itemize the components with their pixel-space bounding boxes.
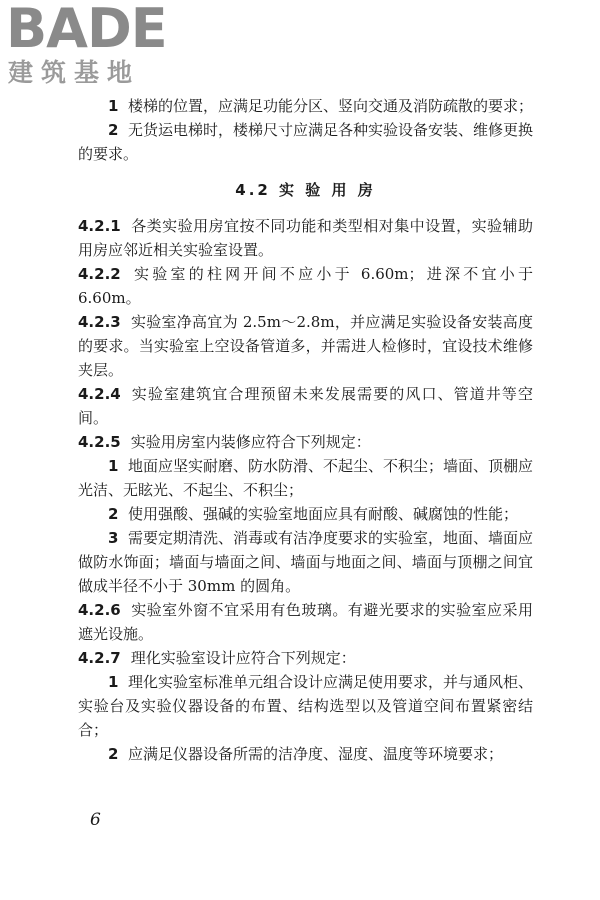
clause-text: 实验室外窗不宜采用有色玻璃。有避光要求的实验室应采用遮光设施。	[78, 601, 533, 643]
item-text: 应满足仪器设备所需的洁净度、湿度、温度等环境要求；	[127, 745, 503, 763]
list-item	[78, 526, 533, 598]
clause-4-2-1	[78, 214, 533, 262]
clause-4-2-3	[78, 310, 533, 382]
item-number: 2	[108, 505, 119, 523]
page-number: 6	[90, 810, 101, 830]
list-item	[78, 742, 533, 766]
clause-number: 4.2.1	[78, 217, 121, 235]
clause-4-2-7	[78, 646, 533, 670]
clause-4-2-5	[78, 430, 533, 454]
document-body	[78, 94, 533, 766]
clause-text: 实验室净高宜为 2.5m～2.8m，并应满足实验设备安装高度的要求。当实验室上空设备管道多，并需进人检修时，宜设技术维修夹层。	[78, 313, 533, 379]
list-item	[78, 94, 533, 118]
clause-text: 各类实验用房宜按不同功能和类型相对集中设置，实验辅助用房应邻近相关实验室设置。	[78, 217, 533, 259]
item-number: 3	[108, 529, 119, 547]
item-number: 1	[108, 457, 119, 475]
clause-4-2-2	[78, 262, 533, 310]
item-number: 2	[108, 121, 119, 139]
item-text: 地面应坚实耐磨、防水防滑、不起尘、不积尘；墙面、顶棚应光洁、无眩光、不起尘、不积尘；	[78, 457, 533, 499]
bade-logo	[6, 2, 174, 98]
clause-number: 4.2.2	[78, 265, 121, 283]
logo-subtitle-text: 建筑基地	[8, 58, 141, 87]
list-item	[78, 454, 533, 502]
list-item	[78, 118, 533, 166]
clause-text: 实验室建筑宜合理预留未来发展需要的风口、管道井等空间。	[78, 385, 533, 427]
clause-4-2-6	[78, 598, 533, 646]
clause-number: 4.2.4	[78, 385, 121, 403]
item-text: 理化实验室标准单元组合设计应满足使用要求，并与通风柜、实验台及实验仪器设备的布置、结构选型以及管道空间布置紧密结合；	[78, 673, 533, 739]
clause-number: 4.2.5	[78, 433, 121, 451]
item-number: 1	[108, 97, 119, 115]
clause-number: 4.2.6	[78, 601, 121, 619]
clause-text: 理化实验室设计应符合下列规定：	[130, 649, 356, 667]
list-item	[78, 502, 533, 526]
clause-text: 实验室的柱网开间不应小于 6.60m；进深不宜小于 6.60m。	[78, 265, 533, 307]
item-text: 楼梯的位置，应满足功能分区、竖向交通及消防疏散的要求；	[127, 97, 533, 115]
item-text: 需要定期清洗、消毒或有洁净度要求的实验室，地面、墙面应做防水饰面；墙面与墙面之间、墙面与地面之间、墙面与顶棚之间宜做成半径不小于 30mm 的圆角。	[78, 529, 533, 595]
item-text: 无货运电梯时，楼梯尺寸应满足各种实验设备安装、维修更换的要求。	[78, 121, 533, 163]
item-number: 1	[108, 673, 119, 691]
item-number: 2	[108, 745, 119, 763]
section-heading: 4.2 实 验 用 房	[235, 181, 376, 199]
item-text: 使用强酸、强碱的实验室地面应具有耐酸、碱腐蚀的性能；	[127, 505, 518, 523]
clause-number: 4.2.3	[78, 313, 121, 331]
list-item	[78, 670, 533, 742]
clause-number: 4.2.7	[78, 649, 121, 667]
logo-brand-text: BADE	[6, 0, 167, 60]
clause-4-2-4	[78, 382, 533, 430]
clause-text: 实验用房室内装修应符合下列规定：	[130, 433, 371, 451]
